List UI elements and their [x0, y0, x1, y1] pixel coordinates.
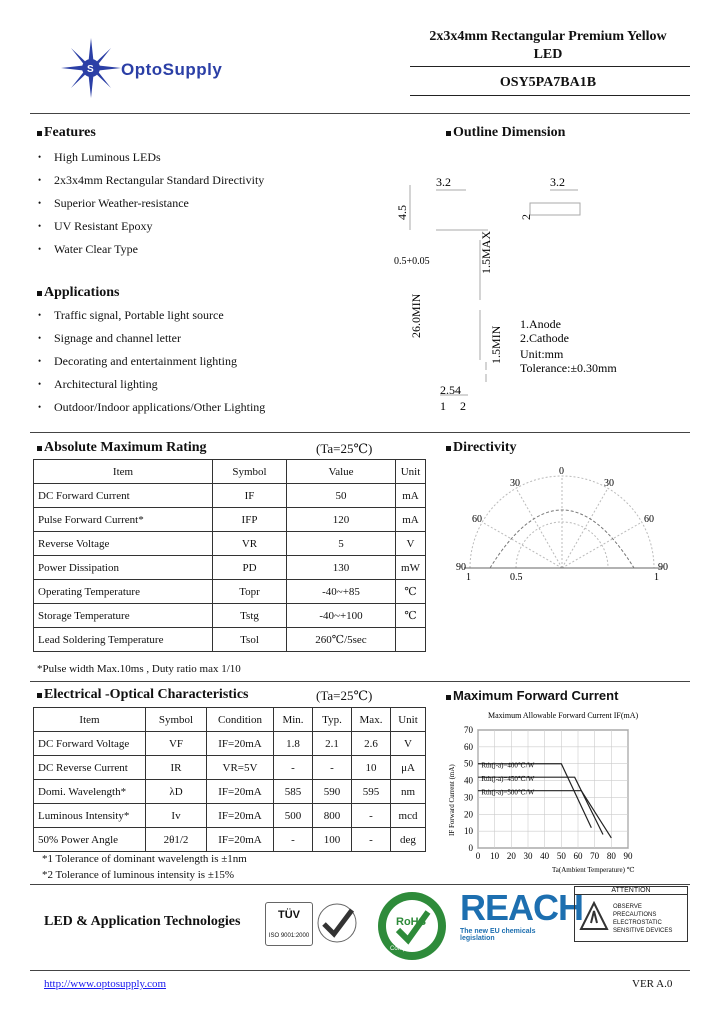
- eo-table: [33, 707, 426, 852]
- angle-label: 90: [456, 562, 466, 573]
- x-tick-label: 30: [523, 851, 533, 861]
- col-header: Max.: [352, 708, 391, 732]
- title-line2: LED: [533, 47, 563, 62]
- reach-label: REACH: [460, 887, 584, 928]
- reach-sub: The new EU chemicals legislation: [460, 928, 536, 942]
- col-header: Typ.: [313, 708, 352, 732]
- cell-unit: [396, 628, 426, 652]
- cell-unit: deg: [391, 828, 426, 852]
- rohs-label: RoHS: [396, 916, 426, 928]
- brand-logo: [55, 38, 275, 98]
- angle-label: 90: [658, 562, 668, 573]
- dim-label: 2: [519, 214, 533, 220]
- table-header-row: [34, 708, 426, 732]
- cell-typ: 100: [313, 828, 352, 852]
- title-line1: 2x3x4mm Rectangular Premium Yellow: [429, 29, 667, 44]
- abs-max-condition: (Ta=25℃): [316, 441, 373, 456]
- cell-typ: 590: [313, 780, 352, 804]
- cell-symbol: IF: [213, 484, 287, 508]
- table-row: [34, 804, 426, 828]
- cell-unit: mA: [396, 508, 426, 532]
- note-tolerance: Tolerance:±0.30mm: [520, 361, 617, 375]
- angle-label: 0: [559, 466, 564, 477]
- cell-max: 10: [352, 756, 391, 780]
- cell-item: Pulse Forward Current*: [34, 508, 213, 532]
- list-item: • 2x3x4mm Rectangular Standard Directivity: [34, 172, 264, 195]
- cell-symbol: Iv: [146, 804, 207, 828]
- angle-label: 30: [604, 478, 614, 489]
- cell-item: Luminous Intensity*: [34, 804, 146, 828]
- cell-unit: ℃: [396, 580, 426, 604]
- cell-min: 500: [274, 804, 313, 828]
- y-tick-label: 0: [468, 843, 473, 853]
- col-header: Symbol: [213, 460, 287, 484]
- table-header-row: [34, 460, 426, 484]
- footer-version: VER A.0: [632, 978, 673, 990]
- applications-list: [34, 307, 265, 422]
- cell-item: Lead Soldering Temperature: [34, 628, 213, 652]
- table-row: [34, 628, 426, 652]
- x-axis-label: Ta(Ambient Temperature) ℃: [552, 866, 635, 874]
- outline-drawing: [370, 170, 690, 420]
- cell-symbol: VF: [146, 732, 207, 756]
- dim-label: 0.5+0.05: [394, 256, 430, 267]
- pin-label: 2: [460, 399, 466, 413]
- cell-unit: μA: [391, 756, 426, 780]
- col-header: Value: [287, 460, 396, 484]
- tuv-cert-badge: [265, 902, 313, 946]
- x-tick-label: 90: [623, 851, 633, 861]
- cell-unit: nm: [391, 780, 426, 804]
- cell-condition: IF=20mA: [207, 780, 274, 804]
- table-row: [34, 604, 426, 628]
- cell-item: DC Forward Voltage: [34, 732, 146, 756]
- angle-label: 60: [644, 514, 654, 525]
- note-unit: Unit:mm: [520, 347, 564, 361]
- dim-label: 4.5: [395, 205, 409, 220]
- y-axis-label: IF Forward Current (mA): [448, 764, 456, 836]
- cell-symbol: 2θ1/2: [146, 828, 207, 852]
- series-label: Rth(j-a)=400℃/W: [481, 761, 535, 770]
- note-cathode: 2.Cathode: [520, 331, 569, 345]
- dim-label: 2.54: [440, 383, 461, 397]
- col-header: Symbol: [146, 708, 207, 732]
- tuv-label: TÜV: [278, 909, 300, 921]
- pin-label: 1: [440, 399, 446, 413]
- esd-warning-icon: [579, 901, 609, 931]
- iso-label: ISO 9001:2000: [268, 933, 310, 939]
- table-row: [34, 556, 426, 580]
- table-row: [34, 508, 426, 532]
- cell-min: 1.8: [274, 732, 313, 756]
- x-tick-label: 20: [506, 851, 516, 861]
- cell-value: -40~+85: [287, 580, 396, 604]
- col-header: Item: [34, 708, 146, 732]
- y-tick-label: 40: [464, 775, 473, 786]
- cell-item: DC Forward Current: [34, 484, 213, 508]
- cell-symbol: Topr: [213, 580, 287, 604]
- features-title: Features: [37, 125, 96, 141]
- col-header: Min.: [274, 708, 313, 732]
- cell-unit: mcd: [391, 804, 426, 828]
- col-header: Condition: [207, 708, 274, 732]
- eo-footnote-2: *2 Tolerance of luminous intensity is ±15%: [42, 869, 235, 881]
- cell-min: -: [274, 828, 313, 852]
- cell-max: -: [352, 828, 391, 852]
- cell-symbol: VR: [213, 532, 287, 556]
- angle-label: 30: [510, 478, 520, 489]
- eo-condition: (Ta=25℃): [316, 688, 373, 703]
- cell-unit: ℃: [396, 604, 426, 628]
- mfc-title: Maximum Forward Current: [446, 688, 618, 703]
- table-row: [34, 532, 426, 556]
- table-row: [34, 828, 426, 852]
- cell-symbol: IR: [146, 756, 207, 780]
- cell-item: DC Reverse Current: [34, 756, 146, 780]
- note-anode: 1.Anode: [520, 317, 561, 331]
- mfc-chart: [440, 706, 690, 876]
- list-item: • UV Resistant Epoxy: [34, 218, 264, 241]
- cell-value: 120: [287, 508, 396, 532]
- outline-title: Outline Dimension: [446, 125, 565, 141]
- attention-text: OBSERVE PRECAUTIONS ELECTROSTATIC SENSITIVE DEVICES: [613, 904, 673, 934]
- table-row: [34, 580, 426, 604]
- cell-max: 2.6: [352, 732, 391, 756]
- dim-label: 26.0MIN: [409, 293, 423, 338]
- abs-max-title: Absolute Maximum Rating: [37, 440, 207, 456]
- cell-item: Storage Temperature: [34, 604, 213, 628]
- angle-label: 60: [472, 514, 482, 525]
- scale-label: 1: [466, 572, 471, 583]
- list-item: • Water Clear Type: [34, 241, 264, 264]
- y-tick-label: 10: [464, 826, 473, 837]
- cell-value: 130: [287, 556, 396, 580]
- abs-max-table: [33, 459, 426, 652]
- series-label: Rth(j-a)=500℃/W: [481, 788, 535, 797]
- rohs-sub: Compliant: [390, 946, 418, 952]
- col-header: Item: [34, 460, 213, 484]
- cell-unit: V: [391, 732, 426, 756]
- y-tick-label: 60: [464, 741, 473, 752]
- cell-min: -: [274, 756, 313, 780]
- cell-unit: V: [396, 532, 426, 556]
- cell-typ: 2.1: [313, 732, 352, 756]
- cell-value: 50: [287, 484, 396, 508]
- cell-condition: IF=20mA: [207, 828, 274, 852]
- y-tick-label: 70: [464, 725, 473, 735]
- y-tick-label: 20: [464, 809, 473, 820]
- y-tick-label: 50: [464, 758, 473, 769]
- esd-attention-badge: [574, 886, 688, 942]
- directivity-chart: [450, 462, 680, 587]
- abs-max-footnote: *Pulse width Max.10ms , Duty ratio max 1/10: [37, 663, 241, 675]
- cell-condition: VR=5V: [207, 756, 274, 780]
- y-tick-label: 30: [464, 792, 473, 803]
- cell-symbol: PD: [213, 556, 287, 580]
- directivity-title: Directivity: [446, 440, 517, 456]
- list-item: • Architectural lighting: [34, 376, 265, 399]
- table-row: [34, 484, 426, 508]
- x-tick-label: 70: [590, 851, 600, 861]
- cell-value: 5: [287, 532, 396, 556]
- cell-max: 595: [352, 780, 391, 804]
- cell-item: Domi. Wavelength*: [34, 780, 146, 804]
- cell-item: 50% Power Angle: [34, 828, 146, 852]
- brand-name: OptoSupply: [121, 60, 223, 79]
- x-tick-label: 50: [556, 851, 566, 861]
- cell-symbol: Tstg: [213, 604, 287, 628]
- scale-label: 1: [654, 572, 659, 583]
- svg-text:S: S: [87, 64, 94, 75]
- eo-footnote-1: *1 Tolerance of dominant wavelength is ±1nm: [42, 853, 247, 865]
- list-item: • Traffic signal, Portable light source: [34, 307, 265, 330]
- x-tick-label: 60: [573, 851, 583, 861]
- cell-typ: -: [313, 756, 352, 780]
- chart-title: Maximum Allowable Forward Current IF(mA): [488, 711, 639, 720]
- checkmark-cert-icon: [314, 902, 360, 944]
- list-item: • Superior Weather-resistance: [34, 195, 264, 218]
- cell-condition: IF=20mA: [207, 804, 274, 828]
- cell-min: 585: [274, 780, 313, 804]
- table-row: [34, 780, 426, 804]
- dim-label: 3.2: [550, 175, 565, 189]
- cell-item: Power Dissipation: [34, 556, 213, 580]
- footer-url[interactable]: http://www.optosupply.com: [44, 978, 167, 990]
- series-label: Rth(j-a)=450℃/W: [481, 775, 535, 784]
- rohs-badge: [376, 890, 448, 962]
- x-tick-label: 10: [490, 851, 500, 861]
- cell-symbol: IFP: [213, 508, 287, 532]
- scale-label: 0.5: [510, 572, 523, 583]
- table-row: [34, 732, 426, 756]
- attention-title: ATTENTION: [575, 887, 687, 895]
- cell-item: Operating Temperature: [34, 580, 213, 604]
- list-item: • Decorating and entertainment lighting: [34, 353, 265, 376]
- col-header: Unit: [391, 708, 426, 732]
- cell-value: 260℃/5sec: [287, 628, 396, 652]
- footer-company: LED & Application Technologies: [44, 914, 241, 929]
- eo-title: Electrical -Optical Characteristics: [37, 687, 248, 703]
- cell-item: Reverse Voltage: [34, 532, 213, 556]
- dim-label: 1.5MIN: [489, 325, 503, 364]
- list-item: • High Luminous LEDs: [34, 149, 264, 172]
- cell-typ: 800: [313, 804, 352, 828]
- cell-unit: mA: [396, 484, 426, 508]
- series-line: [478, 777, 603, 834]
- cell-condition: IF=20mA: [207, 732, 274, 756]
- applications-title: Applications: [37, 285, 119, 301]
- x-tick-label: 40: [540, 851, 550, 861]
- list-item: • Signage and channel letter: [34, 330, 265, 353]
- x-tick-label: 0: [475, 851, 481, 861]
- table-row: [34, 756, 426, 780]
- part-number: OSY5PA7BA1B: [499, 75, 597, 90]
- cell-value: -40~+100: [287, 604, 396, 628]
- cell-symbol: Tsol: [213, 628, 287, 652]
- cell-unit: mW: [396, 556, 426, 580]
- col-header: Unit: [396, 460, 426, 484]
- list-item: • Outdoor/Indoor applications/Other Lighting: [34, 399, 265, 422]
- dim-label: 3.2: [436, 175, 451, 189]
- reach-badge: [460, 887, 584, 942]
- x-tick-label: 80: [606, 851, 616, 861]
- dim-label: 1.5MAX: [479, 230, 493, 274]
- cell-max: -: [352, 804, 391, 828]
- features-list: [34, 149, 264, 264]
- cell-symbol: λD: [146, 780, 207, 804]
